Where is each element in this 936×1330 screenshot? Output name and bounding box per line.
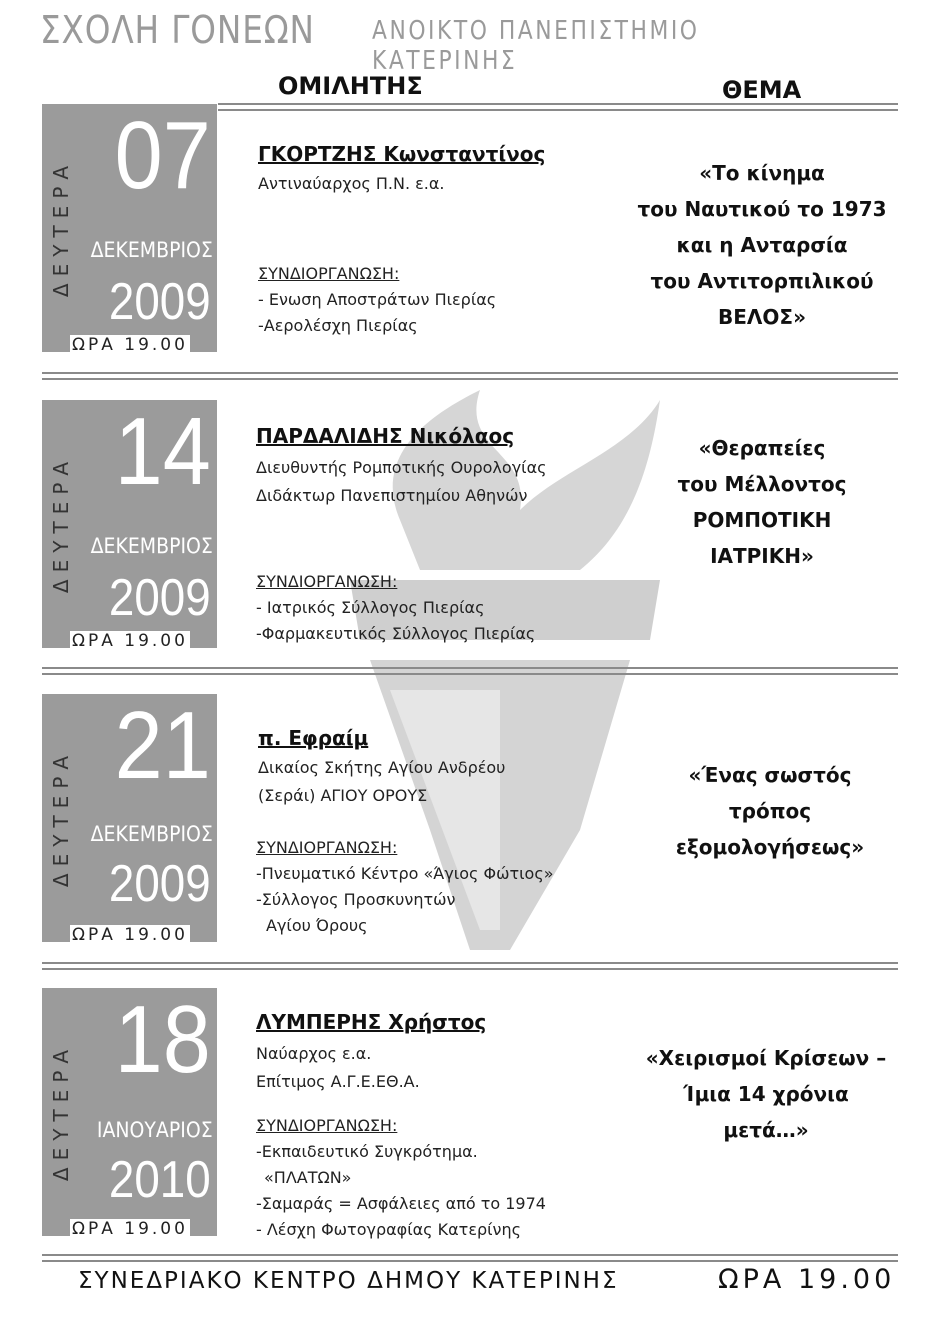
organizer: - Λέσχη Φωτογραφίας Κατερίνης — [256, 1220, 521, 1239]
speaker-title: Διευθυντής Ρομποτικής Ουρολογίας — [256, 458, 547, 477]
organizer: -Εκπαιδευτικό Συγκρότημα. — [256, 1142, 478, 1161]
topic-column-heading: ΘΕΜΑ — [722, 76, 802, 104]
lecture-topic: «Θεραπείες του Μέλλοντος ΡΟΜΠΟΤΙΚΗ ΙΑΤΡΙΚΗ» — [677, 436, 847, 568]
day-number: 14 — [114, 398, 211, 505]
year-label: 2010 — [109, 1151, 211, 1209]
time-label: ΩΡΑ 19.00 — [72, 335, 188, 355]
organizer: Αγίου Όρους — [266, 916, 368, 935]
co-organization-label: ΣΥΝΔΙΟΡΓΑΝΩΣΗ: — [258, 264, 400, 283]
organizer: -Πνευματικό Κέντρο «Άγιος Φώτιος» — [256, 864, 554, 883]
divider-rule — [42, 962, 898, 970]
organizer: -Φαρμακευτικός Σύλλογος Πιερίας — [256, 624, 536, 643]
divider-rule — [42, 1254, 898, 1262]
divider-rule — [42, 667, 898, 675]
weekday-label: ΔΕΥΤΕΡΑ — [49, 1042, 74, 1182]
divider-rule — [42, 372, 898, 380]
day-number: 07 — [114, 102, 211, 209]
day-number: 18 — [114, 986, 211, 1093]
co-organization-label: ΣΥΝΔΙΟΡΓΑΝΩΣΗ: — [256, 1116, 398, 1135]
speaker-name: ΛΥΜΠΕΡΗΣ Χρήστος — [256, 1010, 487, 1034]
weekday-label: ΔΕΥΤΕΡΑ — [49, 454, 74, 594]
month-label: ΙΑΝΟΥΑΡΙΟΣ — [97, 1118, 213, 1142]
divider-rule — [218, 103, 898, 111]
lecture-topic: «Χειρισμοί Κρίσεων – Ίμια 14 χρόνια μετά…» — [645, 1046, 887, 1142]
date-box — [42, 398, 217, 651]
speaker-title: Δικαίος Σκήτης Αγίου Ανδρέου — [258, 758, 506, 777]
organizer: - Ενωση Αποστράτων Πιερίας — [258, 290, 497, 309]
organizer: -Αερολέσχη Πιερίας — [258, 316, 418, 335]
organizer: -Σύλλογος Προσκυνητών — [256, 890, 456, 909]
date-box — [42, 102, 217, 355]
speaker-name: π. Εφραίμ — [258, 726, 369, 750]
speaker-name: ΠΑΡΔΑΛΙΔΗΣ Νικόλαος — [256, 424, 515, 448]
date-box — [42, 692, 217, 945]
lecture-topic: «Ένας σωστός τρόπος εξομολογήσεως» — [675, 763, 865, 859]
venue-label: ΣΥΝΕΔΡΙΑΚΟ ΚΕΝΤΡΟ ΔΗΜΟΥ ΚΑΤΕΡΙΝΗΣ — [78, 1268, 619, 1294]
university-title: ΑΝΟΙΚΤΟ ΠΑΝΕΠΙΣΤΗΜΙΟ ΚΑΤΕΡΙΝΗΣ — [372, 16, 700, 76]
footer-time-label: ΩΡΑ 19.00 — [718, 1264, 896, 1295]
speaker-title: (Σεράι) ΑΓΙΟΥ ΟΡΟΥΣ — [258, 786, 428, 805]
day-number: 21 — [114, 692, 211, 799]
date-box — [42, 986, 217, 1239]
speaker-title: Αντιναύαρχος Π.Ν. ε.α. — [258, 174, 445, 193]
speaker-name: ΓΚΟΡΤΖΗΣ Κωνσταντίνος — [258, 142, 546, 166]
weekday-label: ΔΕΥΤΕΡΑ — [49, 158, 74, 298]
time-label: ΩΡΑ 19.00 — [72, 1219, 188, 1239]
co-organization-label: ΣΥΝΔΙΟΡΓΑΝΩΣΗ: — [256, 838, 398, 857]
month-label: ΔΕΚΕΜΒΡΙΟΣ — [90, 238, 213, 262]
year-label: 2009 — [109, 569, 211, 627]
organizer: -Σαμαράς = Ασφάλειες από το 1974 — [256, 1194, 546, 1213]
speaker-title: Ναύαρχος ε.α. — [256, 1044, 372, 1063]
speaker-title: Διδάκτωρ Πανεπιστημίου Αθηνών — [256, 486, 528, 505]
month-label: ΔΕΚΕΜΒΡΙΟΣ — [90, 534, 213, 558]
time-label: ΩΡΑ 19.00 — [72, 631, 188, 651]
speaker-column-heading: ΟΜΙΛΗΤΗΣ — [278, 72, 423, 100]
year-label: 2009 — [109, 855, 211, 913]
organizer: «ΠΛΑΤΩΝ» — [264, 1168, 352, 1187]
speaker-title: Επίτιμος Α.Γ.Ε.ΕΘ.Α. — [256, 1072, 420, 1091]
year-label: 2009 — [109, 273, 211, 331]
lecture-topic: «Το κίνημα του Ναυτικού το 1973 και η Ανταρσία του Αντιτορπιλικού ΒΕΛΟΣ» — [637, 161, 887, 329]
weekday-label: ΔΕΥΤΕΡΑ — [49, 748, 74, 888]
school-title: ΣΧΟΛΗ ΓΟΝΕΩΝ — [40, 8, 315, 52]
time-label: ΩΡΑ 19.00 — [72, 925, 188, 945]
organizer: - Ιατρικός Σύλλογος Πιερίας — [256, 598, 485, 617]
month-label: ΔΕΚΕΜΒΡΙΟΣ — [90, 822, 213, 846]
co-organization-label: ΣΥΝΔΙΟΡΓΑΝΩΣΗ: — [256, 572, 398, 591]
